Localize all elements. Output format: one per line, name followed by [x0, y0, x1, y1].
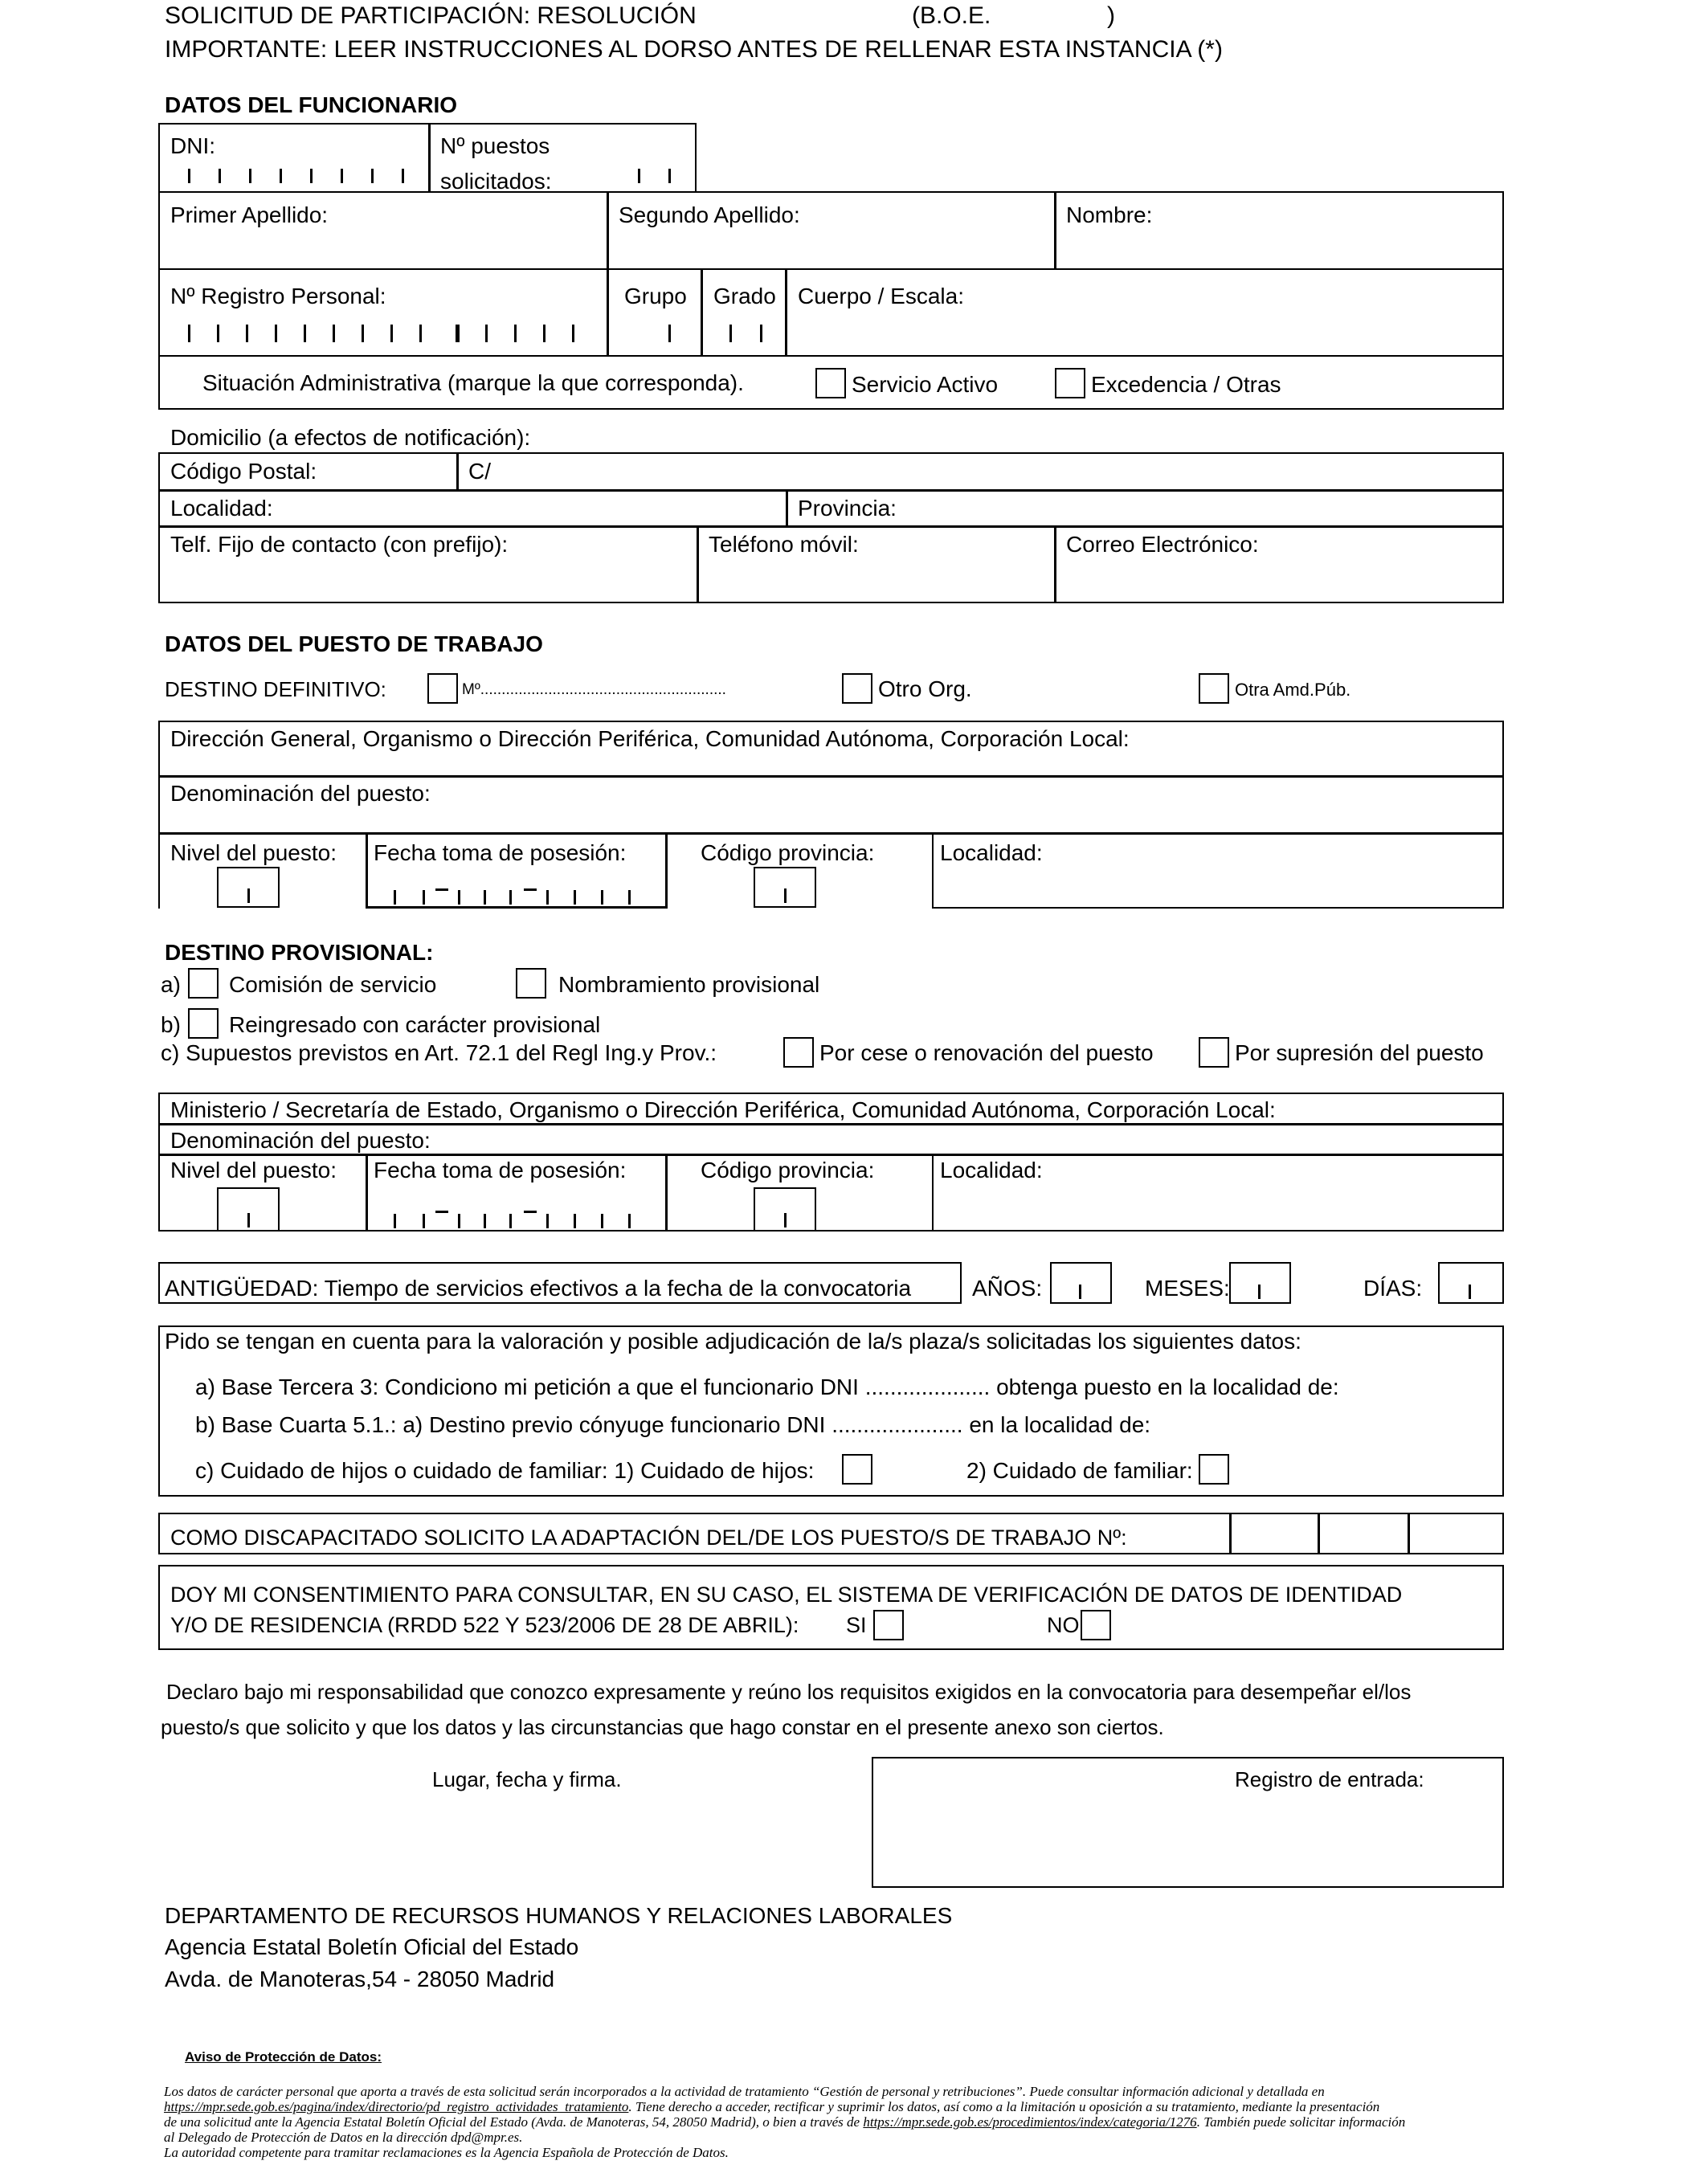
provincia-label: Provincia:	[798, 496, 897, 521]
grupo-label: Grupo	[624, 284, 687, 308]
si-checkbox[interactable]	[873, 1610, 904, 1640]
fecha-toma-label: Fecha toma de posesión:	[374, 840, 627, 865]
prov-fecha-toma-label: Fecha toma de posesión:	[374, 1158, 627, 1182]
por-cese-checkbox[interactable]	[783, 1037, 814, 1068]
prov-fecha-toma-input[interactable]	[370, 1201, 663, 1230]
cuerpo-escala-input[interactable]	[798, 313, 1489, 349]
divider	[665, 1154, 668, 1232]
divider	[786, 489, 788, 527]
nombre-input[interactable]	[1066, 229, 1492, 264]
por-supresion-label: Por supresión del puesto	[1235, 1040, 1484, 1065]
prov-nivel-input[interactable]	[217, 1187, 280, 1232]
no-label: NO	[1047, 1613, 1080, 1637]
servicio-activo-checkbox[interactable]	[815, 368, 846, 398]
otro-org-label: Otro Org.	[878, 676, 972, 701]
ministerio-label: Ministerio / Secretaría de Estado, Organismo o Dirección Periférica, Comunidad Autónoma, Corporación Local:	[170, 1097, 1276, 1122]
por-cese-label: Por cese o renovación del puesto	[819, 1040, 1154, 1065]
divider	[607, 191, 609, 270]
puesto-input-2[interactable]	[1322, 1515, 1406, 1552]
localidad-label: Localidad:	[940, 840, 1043, 865]
dias-input[interactable]	[1438, 1262, 1504, 1304]
telf-fijo-label: Telf. Fijo de contacto (con prefijo):	[170, 532, 509, 557]
codigo-provincia-input[interactable]	[754, 867, 816, 908]
valoracion-c2: 2) Cuidado de familiar:	[966, 1458, 1193, 1483]
otra-amd-checkbox[interactable]	[1199, 673, 1229, 704]
divider	[1054, 525, 1056, 603]
por-supresion-checkbox[interactable]	[1199, 1037, 1229, 1068]
grupo-input[interactable]	[635, 320, 699, 349]
consentimiento-line2: Y/O DE RESIDENCIA (RRDD 522 Y 523/2006 DE 28 DE ABRIL):	[170, 1613, 799, 1637]
firma-area[interactable]	[161, 1795, 852, 1884]
prov-localidad-input[interactable]	[940, 1187, 1494, 1223]
direccion-general-label: Dirección General, Organismo o Dirección Periférica, Comunidad Autónoma, Corporación Local:	[170, 726, 1130, 751]
consentimiento-box	[158, 1565, 1504, 1650]
divider	[665, 832, 668, 909]
comision-label: Comisión de servicio	[229, 972, 437, 997]
declaracion-line2: puesto/s que solicito y que los datos y las circunstancias que hago constar en el presente anexo son ciertos.	[161, 1715, 1164, 1739]
divider	[1229, 1513, 1232, 1554]
anos-input[interactable]	[1050, 1262, 1112, 1304]
valoracion-b: b) Base Cuarta 5.1.: a) Destino previo cónyuge funcionario DNI ..................... en la localidad de:	[195, 1412, 1151, 1437]
divider	[366, 906, 667, 909]
calle-label: C/	[468, 459, 491, 484]
privacidad-p5: al Delegado de Protección de Datos en la dirección dpd@mpr.es.	[164, 2130, 523, 2145]
fecha-toma-input[interactable]	[370, 877, 663, 906]
valoracion-a: a) Base Tercera 3: Condiciono mi petición a que el funcionario DNI .................... obtenga puesto en la localidad de:	[195, 1374, 1339, 1399]
consentimiento-line1: DOY MI CONSENTIMIENTO PARA CONSULTAR, EN SU CASO, EL SISTEMA DE VERIFICACIÓN DE DATOS DE IDENTIDAD	[170, 1583, 1403, 1607]
correo-label: Correo Electrónico:	[1066, 532, 1259, 557]
meses-input[interactable]	[1229, 1262, 1291, 1304]
cuerpo-escala-label: Cuerpo / Escala:	[798, 284, 964, 308]
divider	[697, 525, 699, 603]
prov-denominacion-label: Denominación del puesto:	[170, 1128, 431, 1153]
ministerio-label: Mº..........................................................	[462, 681, 726, 698]
cuidado-hijos-checkbox[interactable]	[842, 1454, 872, 1485]
grado-input[interactable]	[707, 320, 783, 349]
privacidad-p1: Los datos de carácter personal que aporta a través de esta solicitud serán incorporados a la actividad de tratamiento “Gestión de personal y retribuciones”. Puede consultar información adicional y detallada en	[164, 2084, 1325, 2099]
section-funcionario-title: DATOS DEL FUNCIONARIO	[165, 92, 458, 117]
num-puestos-input[interactable]	[627, 161, 675, 190]
valoracion-intro: Pido se tengan en cuenta para la valoración y posible adjudicación de la/s plaza/s solicitadas los siguientes datos:	[165, 1329, 1301, 1354]
divider	[366, 832, 368, 909]
excedencia-checkbox[interactable]	[1055, 368, 1085, 398]
divider	[1408, 1513, 1410, 1554]
privacidad-p6: La autoridad competente para tramitar reclamaciones es la Agencia Española de Protección de Datos.	[164, 2145, 729, 2160]
dni-label: DNI:	[170, 133, 215, 158]
domicilio-label: Domicilio (a efectos de notificación):	[170, 425, 531, 450]
privacidad-p3: de una solicitud ante la Agencia Estatal Boletín Oficial del Estado (Avda. de Manoteras, 54, 28050 Madrid), o bien a través de	[164, 2114, 860, 2130]
important-notice: IMPORTANTE: LEER INSTRUCCIONES AL DORSO ANTES DE RELLENAR ESTA INSTANCIA (*)	[165, 36, 1223, 63]
telf-movil-label: Teléfono móvil:	[709, 532, 859, 557]
calle-input[interactable]	[498, 455, 1494, 488]
privacidad-title: Aviso de Protección de Datos:	[185, 2049, 382, 2065]
discapacitado-label: COMO DISCAPACITADO SOLICITO LA ADAPTACIÓN DEL/DE LOS PUESTO/S DE TRABAJO Nº:	[170, 1526, 1127, 1550]
divider	[158, 489, 1504, 492]
puesto-input-3[interactable]	[1412, 1515, 1502, 1552]
si-label: SI	[846, 1613, 867, 1637]
segundo-apellido-input[interactable]	[619, 229, 1044, 264]
departamento-line2: Agencia Estatal Boletín Oficial del Estado	[165, 1934, 579, 1959]
departamento-line1: DEPARTAMENTO DE RECURSOS HUMANOS Y RELACIONES LABORALES	[165, 1903, 953, 1928]
divider	[456, 452, 459, 491]
privacidad-link2[interactable]: https://mpr.sede.gob.es/procedimientos/index/categoria/1276	[863, 2114, 1197, 2130]
excedencia-label: Excedencia / Otras	[1091, 372, 1281, 397]
divider	[366, 1154, 368, 1232]
prov-codigo-provincia-label: Código provincia:	[701, 1158, 875, 1182]
dias-label: DÍAS:	[1363, 1276, 1423, 1301]
codigo-provincia-label: Código provincia:	[701, 840, 875, 865]
situacion-label: Situación Administrativa (marque la que corresponda).	[202, 370, 744, 395]
num-puestos-label-2: solicitados:	[440, 169, 552, 194]
antiguedad-label: ANTIGÜEDAD: Tiempo de servicios efectivos a la fecha de la convocatoria	[165, 1276, 912, 1301]
opt-c-label: c) Supuestos previstos en Art. 72.1 del Regl Ing.y Prov.:	[161, 1040, 717, 1065]
prov-codigo-provincia-input[interactable]	[754, 1187, 816, 1232]
puesto-input-1[interactable]	[1233, 1515, 1316, 1552]
privacidad-text	[164, 2084, 1547, 2160]
no-checkbox[interactable]	[1081, 1610, 1111, 1640]
boe-close: )	[1107, 2, 1115, 29]
nombre-label: Nombre:	[1066, 202, 1153, 227]
segundo-apellido-label: Segundo Apellido:	[619, 202, 800, 227]
valoracion-c: c) Cuidado de hijos o cuidado de familiar: 1) Cuidado de hijos:	[195, 1458, 815, 1483]
reingresado-checkbox[interactable]	[188, 1008, 219, 1039]
nivel-input[interactable]	[217, 867, 280, 908]
divider	[701, 268, 703, 357]
ministerio-checkbox[interactable]	[427, 673, 458, 704]
lugar-fecha-firma-label: Lugar, fecha y firma.	[432, 1767, 622, 1791]
cuidado-familiar-checkbox[interactable]	[1199, 1454, 1229, 1485]
localidad-input[interactable]	[940, 868, 1494, 903]
anos-label: AÑOS:	[972, 1276, 1043, 1301]
boe-open: (B.O.E.	[912, 2, 991, 29]
privacidad-link1[interactable]: https://mpr.sede.gob.es/pagina/index/directorio/pd_registro_actividades_tratamiento	[164, 2099, 629, 2114]
otra-amd-label: Otra Amd.Púb.	[1235, 680, 1351, 700]
divider	[428, 123, 431, 193]
destino-definitivo-label: DESTINO DEFINITIVO:	[165, 677, 386, 701]
comision-checkbox[interactable]	[188, 968, 219, 999]
prov-localidad-label: Localidad:	[940, 1158, 1043, 1182]
divider	[158, 1123, 1504, 1125]
otro-org-checkbox[interactable]	[842, 673, 872, 704]
divider	[158, 775, 1504, 778]
divider	[158, 525, 1504, 528]
registro-personal-input[interactable]	[170, 320, 604, 349]
section-puesto-title: DATOS DEL PUESTO DE TRABAJO	[165, 631, 543, 656]
primer-apellido-input[interactable]	[170, 229, 596, 264]
opt-a-label: a)	[161, 972, 181, 997]
grado-label: Grado	[713, 284, 776, 308]
section-provisional-title: DESTINO PROVISIONAL:	[165, 940, 434, 965]
dni-input[interactable]	[170, 161, 411, 190]
primer-apellido-label: Primer Apellido:	[170, 202, 329, 227]
registro-personal-label: Nº Registro Personal:	[170, 284, 386, 308]
codigo-postal-label: Código Postal:	[170, 459, 317, 484]
denominacion-label: Denominación del puesto:	[170, 781, 431, 806]
opt-b-label: b)	[161, 1012, 181, 1037]
declaracion-line1: Declaro bajo mi responsabilidad que conozco expresamente y reúno los requisitos exigidos en la convocatoria para desempeñar el/los	[166, 1680, 1412, 1704]
nombramiento-checkbox[interactable]	[516, 968, 546, 999]
reingresado-label: Reingresado con carácter provisional	[229, 1012, 601, 1037]
departamento-line3: Avda. de Manoteras,54 - 28050 Madrid	[165, 1967, 555, 1991]
privacidad-p2: . Tiene derecho a acceder, rectificar y suprimir los datos, así como a la limitación u oposición a su tratamiento, mediante la presentación	[628, 2099, 1380, 2114]
form-title: SOLICITUD DE PARTICIPACIÓN: RESOLUCIÓN	[165, 2, 697, 29]
nivel-label: Nivel del puesto:	[170, 840, 337, 865]
meses-label: MESES:	[1145, 1276, 1230, 1301]
prov-nivel-label: Nivel del puesto:	[170, 1158, 337, 1182]
num-puestos-label: Nº puestos	[440, 133, 550, 158]
privacidad-p4: . También puede solicitar información	[1196, 2114, 1406, 2130]
servicio-activo-label: Servicio Activo	[852, 372, 999, 397]
divider	[785, 268, 787, 357]
nombramiento-label: Nombramiento provisional	[558, 972, 820, 997]
divider	[607, 268, 609, 357]
registro-entrada-label: Registro de entrada:	[1235, 1767, 1424, 1791]
divider	[1054, 191, 1056, 270]
divider	[1318, 1513, 1320, 1554]
localidad-label: Localidad:	[170, 496, 273, 521]
